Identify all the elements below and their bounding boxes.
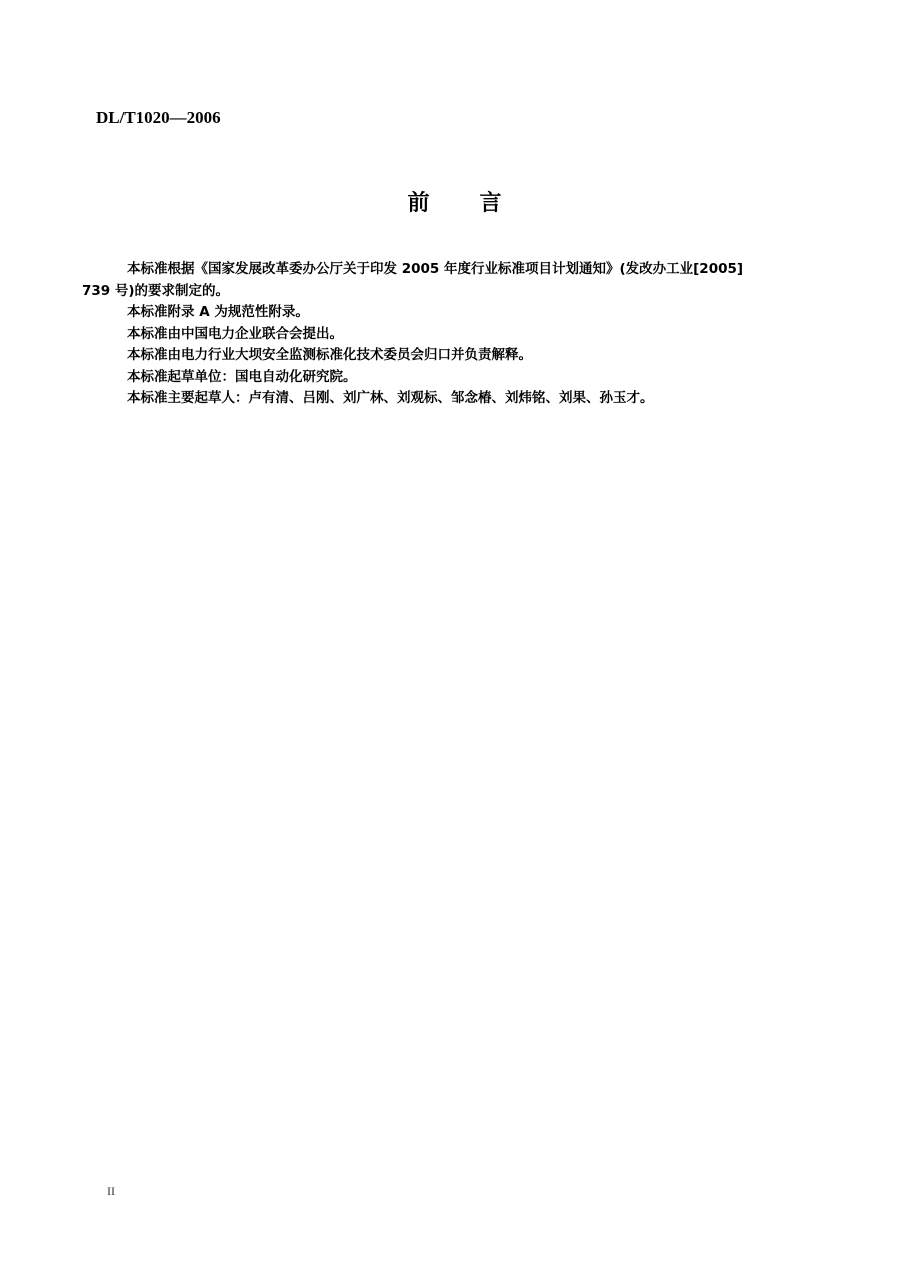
paragraph-basis-line-2: 739 号)的要求制定的。 bbox=[82, 282, 230, 299]
paragraph-responsible: 本标准由电力行业大坝安全监测标准化技术委员会归口并负责解释。 bbox=[127, 347, 532, 363]
paragraph-basis bbox=[82, 259, 822, 302]
title-char-2: 言 bbox=[479, 191, 502, 216]
paragraph-appendix: 本标准附录 A 为规范性附录。 bbox=[127, 304, 309, 320]
paragraph-basis-line-1: 本标准根据《国家发展改革委办公厅关于印发 2005 年度行业标准项目计划通知》(发改办工业[2005] bbox=[127, 261, 744, 277]
foreword-body bbox=[82, 259, 822, 410]
paragraph-proposer: 本标准由中国电力企业联合会提出。 bbox=[127, 325, 343, 342]
standard-code: DL/T1020—2006 bbox=[96, 108, 221, 127]
page-number: II bbox=[107, 1184, 115, 1198]
paragraph-drafting-unit: 本标准起草单位：国电自动化研究院。 bbox=[127, 368, 357, 385]
title-char-1: 前 bbox=[407, 191, 430, 216]
paragraph-drafters: 本标准主要起草人：卢有清、吕刚、刘广林、刘观标、邹念椿、刘炜铭、刘果、孙玉才。 bbox=[127, 390, 654, 406]
page-title bbox=[0, 186, 909, 217]
